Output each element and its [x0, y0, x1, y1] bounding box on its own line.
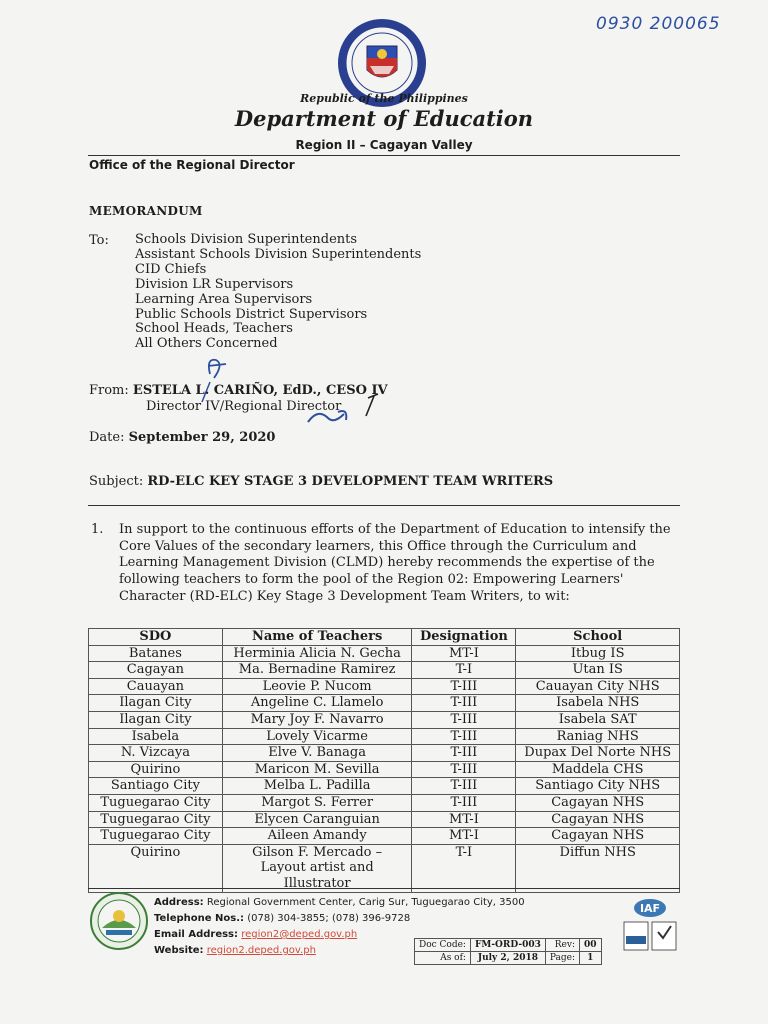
- table-cell: T-III: [412, 695, 516, 712]
- handwritten-control-number: 0930 200065: [596, 14, 721, 34]
- as-of-value: July 2, 2018: [470, 952, 545, 965]
- table-cell: T-III: [412, 778, 516, 795]
- table-cell: Ilagan City: [89, 695, 223, 712]
- paragraph-text: In support to the continuous efforts of the Department of Education to intensify the Core Values of the secondary learners, this Office through the Curriculum and Learning Management Division (CLMD) hereby recommends the expertise of the following teachers to form the pool of the Region 02: Empowering Learners' Character (RD-ELC) Key Stage 3 Development Team Writers, to wit:: [119, 522, 671, 604]
- recipient-item: CID Chiefs: [135, 261, 207, 277]
- recipient-item: Public Schools District Supervisors: [135, 306, 368, 322]
- paragraph-number: 1.: [91, 522, 104, 537]
- doc-code-value: FM-ORD-003: [470, 939, 545, 952]
- table-cell: Lovely Vicarme: [222, 728, 412, 745]
- table-cell: T-III: [412, 711, 516, 728]
- email-link[interactable]: region2@deped.gov.ph: [241, 929, 358, 940]
- table-row: [89, 794, 680, 811]
- table-row: [89, 745, 680, 762]
- table-cell: Mary Joy F. Navarro: [222, 711, 412, 728]
- table-cell: N. Vizcaya: [89, 745, 223, 762]
- column-header: School: [516, 629, 680, 646]
- body-paragraph: [91, 522, 677, 606]
- subject-label: Subject:: [89, 474, 144, 489]
- address-label: Address:: [154, 897, 204, 908]
- from-name: ESTELA L. CARIÑO, EdD., CESO IV: [132, 383, 388, 398]
- table-cell: Tuguegarao City: [89, 828, 223, 845]
- table-cell: Cagayan NHS: [516, 811, 680, 828]
- from-label: From:: [89, 383, 129, 398]
- email-label: Email Address:: [154, 929, 239, 940]
- table-cell: Cagayan: [89, 662, 223, 679]
- region-heading: Region II – Cagayan Valley: [295, 138, 473, 152]
- table-cell: MT-I: [412, 828, 516, 845]
- table-cell: Angeline C. Llamelo: [222, 695, 412, 712]
- table-cell: Raniag NHS: [516, 728, 680, 745]
- address-value: Regional Government Center, Carig Sur, Tuguegarao City, 3500: [206, 897, 525, 908]
- date-label: Date:: [89, 430, 125, 445]
- iaf-certification-logo: [622, 896, 678, 952]
- table-cell: Maricon M. Sevilla: [222, 761, 412, 778]
- footer-divider: [88, 888, 680, 889]
- teachers-table: [88, 628, 680, 893]
- table-row: [89, 645, 680, 662]
- address-line: [154, 895, 525, 911]
- header-divider: [88, 155, 680, 156]
- column-header: Name of Teachers: [222, 629, 412, 646]
- table-cell: Diffun NHS: [516, 844, 680, 892]
- table-row: [89, 695, 680, 712]
- subject-line: [89, 474, 553, 489]
- table-cell: Santiago City NHS: [516, 778, 680, 795]
- table-cell: Santiago City: [89, 778, 223, 795]
- table-cell: Ma. Bernadine Ramirez: [222, 662, 412, 679]
- recipient-item: School Heads, Teachers: [135, 321, 293, 337]
- table-cell: Melba L. Padilla: [222, 778, 412, 795]
- date-line: [89, 430, 275, 445]
- department-heading: Department of Education: [234, 106, 534, 131]
- table-cell: Dupax Del Norte NHS: [516, 745, 680, 762]
- table-cell: Elve V. Banaga: [222, 745, 412, 762]
- website-link[interactable]: region2.deped.gov.ph: [206, 945, 316, 956]
- table-row: [89, 662, 680, 679]
- table-cell: Margot S. Ferrer: [222, 794, 412, 811]
- table-cell: Cauayan City NHS: [516, 678, 680, 695]
- table-row: [89, 761, 680, 778]
- table-cell: Quirino: [89, 761, 223, 778]
- recipient-item: Learning Area Supervisors: [135, 291, 313, 307]
- table-cell: Batanes: [89, 645, 223, 662]
- page-label: Page:: [545, 952, 579, 965]
- to-label: To:: [89, 233, 109, 248]
- regional-office-logo: [90, 892, 148, 950]
- rev-label: Rev:: [545, 939, 579, 952]
- page-value: 1: [580, 952, 602, 965]
- recipient-item: Assistant Schools Division Superintendents: [135, 246, 422, 262]
- recipient-list: [135, 233, 421, 352]
- telephone-value: (078) 304-3855; (078) 396-9728: [247, 913, 411, 924]
- doc-code-label: Doc Code:: [415, 939, 471, 952]
- column-header: Designation: [412, 629, 516, 646]
- table-row: [89, 678, 680, 695]
- recipient-item: All Others Concerned: [135, 336, 278, 352]
- table-cell: Cagayan NHS: [516, 828, 680, 845]
- table-cell: Isabela SAT: [516, 711, 680, 728]
- recipient-item: Division LR Supervisors: [135, 276, 294, 292]
- table-cell: Tuguegarao City: [89, 794, 223, 811]
- iaf-label: IAF: [639, 902, 661, 915]
- table-cell: MT-I: [412, 811, 516, 828]
- table-cell: Ilagan City: [89, 711, 223, 728]
- column-header: SDO: [89, 629, 223, 646]
- table-cell: T-III: [412, 761, 516, 778]
- table-cell: T-I: [412, 662, 516, 679]
- table-row: [89, 844, 680, 892]
- table-cell: MT-I: [412, 645, 516, 662]
- website-label: Website:: [154, 945, 204, 956]
- table-cell: Maddela CHS: [516, 761, 680, 778]
- rev-value: 00: [580, 939, 602, 952]
- table-cell: T-III: [412, 728, 516, 745]
- recipient-item: Schools Division Superintendents: [135, 232, 358, 247]
- table-cell: Cagayan NHS: [516, 794, 680, 811]
- memorandum-heading: MEMORANDUM: [89, 204, 203, 218]
- table-row: [89, 828, 680, 845]
- table-cell: Elycen Caranguian: [222, 811, 412, 828]
- table-cell: Utan IS: [516, 662, 680, 679]
- table-cell: Aileen Amandy: [222, 828, 412, 845]
- table-row: [89, 728, 680, 745]
- table-cell: T-III: [412, 745, 516, 762]
- table-row: [89, 711, 680, 728]
- table-header-row: [89, 629, 680, 646]
- telephone-label: Telephone Nos.:: [154, 913, 245, 924]
- from-line: [89, 383, 388, 398]
- table-cell: Isabela: [89, 728, 223, 745]
- table-cell: Quirino: [89, 844, 223, 892]
- table-cell: Itbug IS: [516, 645, 680, 662]
- table-cell: Tuguegarao City: [89, 811, 223, 828]
- memo-date: September 29, 2020: [128, 430, 276, 445]
- as-of-label: As of:: [415, 952, 471, 965]
- table-cell: Leovie P. Nucom: [222, 678, 412, 695]
- table-row: [89, 778, 680, 795]
- republic-heading: Republic of the Philippines: [300, 92, 468, 105]
- table-row: [89, 811, 680, 828]
- from-title: Director IV/Regional Director: [146, 399, 342, 414]
- table-cell: T-III: [412, 794, 516, 811]
- office-name: Office of the Regional Director: [89, 158, 295, 172]
- table-cell: T-I: [412, 844, 516, 892]
- table-cell: T-III: [412, 678, 516, 695]
- table-cell: Gilson F. Mercado – Layout artist and Illustrator: [222, 844, 412, 892]
- table-cell: Cauayan: [89, 678, 223, 695]
- document-code-table: [414, 938, 602, 965]
- memo-subject: RD-ELC KEY STAGE 3 DEVELOPMENT TEAM WRITERS: [147, 474, 554, 489]
- telephone-line: [154, 911, 525, 927]
- table-cell: Herminia Alicia N. Gecha: [222, 645, 412, 662]
- table-cell: Isabela NHS: [516, 695, 680, 712]
- subject-divider: [88, 505, 680, 506]
